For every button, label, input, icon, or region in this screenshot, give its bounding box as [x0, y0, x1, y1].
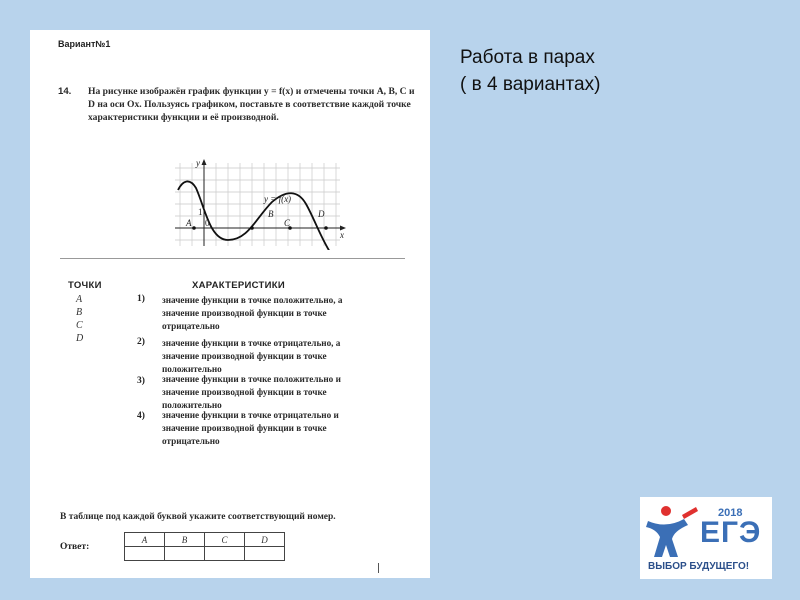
characteristic-2-text: значение функции в точке отрицательно, а значение производной функции в точке положительно [162, 338, 341, 374]
answer-header-a: A [125, 533, 165, 547]
point-d: D [76, 333, 84, 344]
characteristic-1-number: 1) [137, 294, 145, 304]
characteristic-1-text: значение функции в точке положительно, а значение производной функции в точке отрицательно [162, 295, 343, 331]
logo-title: ЕГЭ [700, 516, 762, 549]
worksheet [30, 30, 430, 578]
answer-instruction: В таблице под каждой буквой укажите соответствующий номер. [60, 512, 336, 522]
point-a: A [76, 294, 83, 305]
answer-cell-d[interactable] [245, 547, 285, 561]
logo-year: 2018 [718, 507, 743, 519]
variant-title: Вариант№1 [58, 39, 111, 49]
answer-label: Ответ: [60, 542, 90, 552]
characteristic-2-number: 2) [137, 337, 145, 347]
point-label-a: A [186, 218, 192, 228]
point-c: C [76, 320, 83, 331]
graph-grid [175, 163, 340, 246]
ege-logo [640, 497, 772, 579]
characteristic-3-number: 3) [137, 376, 145, 386]
heading-line-2: ( в 4 вариантах) [460, 74, 601, 95]
ege-emblem-icon [644, 501, 704, 561]
answer-table [124, 532, 285, 561]
points-header: ТОЧКИ [68, 280, 102, 291]
function-graph [170, 158, 350, 250]
logo-slogan: ВЫБОР БУДУЩЕГО! [648, 561, 750, 572]
characteristic-3-text: значение функции в точке положительно и значение производной функции в точке положительно [162, 374, 341, 410]
slide-heading [460, 44, 600, 98]
characteristics-header: ХАРАКТЕРИСТИКИ [192, 280, 285, 291]
answer-input-row [125, 547, 285, 561]
page-mark [378, 563, 379, 573]
answer-header-c: C [205, 533, 245, 547]
answer-header-row [125, 533, 285, 547]
answer-cell-a[interactable] [125, 547, 165, 561]
answer-cell-b[interactable] [165, 547, 205, 561]
y-axis-arrow [202, 159, 207, 165]
y-axis-label: y [196, 158, 200, 168]
characteristic-4-text: значение функции в точке отрицательно и значение производной функции в точке отрицательно [162, 410, 339, 446]
point-label-b: B [268, 209, 274, 219]
unit-label: 1 [198, 207, 203, 217]
answer-header-d: D [245, 533, 285, 547]
task-statement [58, 85, 418, 125]
point-label-d: D [318, 209, 325, 219]
function-label: y = f(x) [264, 194, 292, 204]
task-text: На рисунке изображён график функции y = f(x) и отмечены точки A, B, C и D на оси Ox. Пользуясь графиком, поставьте в соответствие каждой точке характеристики функции и её производной. [88, 86, 415, 124]
task-number: 14. [58, 86, 72, 97]
section-divider [60, 258, 405, 259]
point-b: B [76, 307, 83, 318]
heading-line-1: Работа в парах [460, 47, 595, 68]
origin-label: 0 [205, 218, 210, 228]
point-label-c: C [284, 218, 291, 228]
characteristic-4-number: 4) [137, 411, 145, 421]
answer-cell-c[interactable] [205, 547, 245, 561]
answer-header-b: B [165, 533, 205, 547]
x-axis-label: x [340, 230, 344, 240]
